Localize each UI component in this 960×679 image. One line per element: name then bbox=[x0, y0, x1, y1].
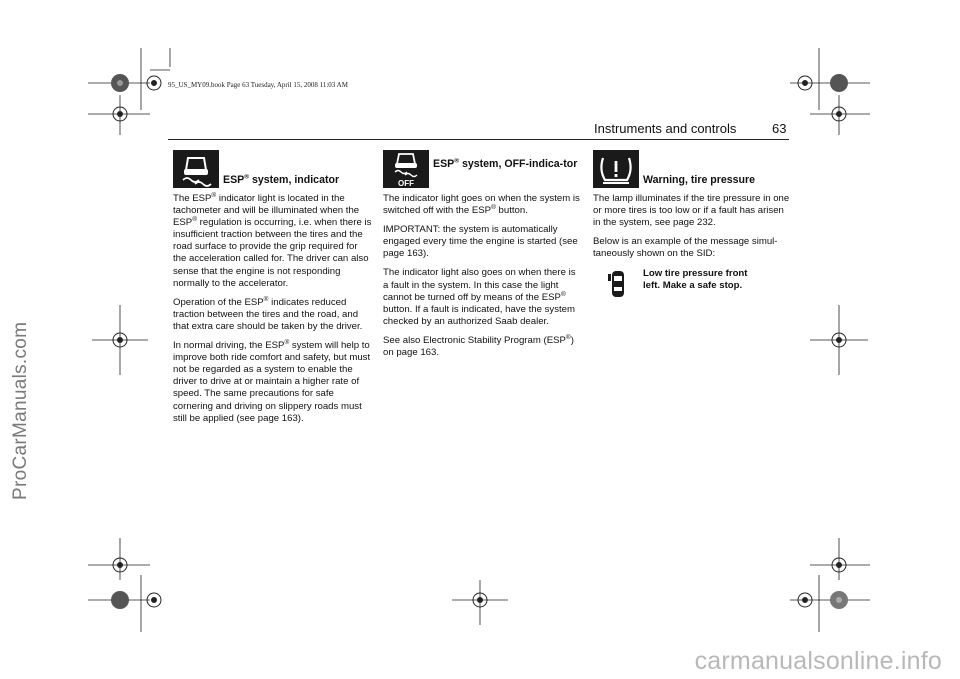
paragraph: In normal driving, the ESP® system will help to improve both ride comfort and safety, but must not be regarded as a system to enable the driver to drive at or maintain a higher rate of speed. The same precautions for safe cornering and driving on slippery roads must still be applied (see page 163). bbox=[173, 338, 371, 424]
svg-text:OFF: OFF bbox=[398, 179, 414, 188]
paragraph: The indicator light also goes on when there is a fault in the system. In this case the light cannot be turned off by means of the ESP® button. If a fault is indicated, have the system checked by an authorized Saab dealer. bbox=[383, 267, 576, 327]
watermark-side: ProCarManuals.com bbox=[10, 321, 31, 500]
section-title: Instruments and controls bbox=[594, 121, 737, 136]
watermark-bottom: carmanualsonline.info bbox=[694, 647, 942, 675]
sid-message-text: Low tire pressure front left. Make a safe stop. bbox=[643, 268, 748, 292]
paragraph: Below is an example of the message simul-taneously shown on the SID: bbox=[593, 236, 778, 260]
car-top-view-icon bbox=[608, 270, 628, 302]
column-esp-off-indicator bbox=[383, 150, 583, 366]
heading-esp-off-indicator: ESP® system, OFF-indica-tor bbox=[433, 157, 578, 170]
header-rule bbox=[168, 139, 789, 140]
sid-message bbox=[593, 268, 791, 308]
esp-off-icon bbox=[383, 150, 429, 188]
paragraph: See also Electronic Stability Program (ESP®) on page 163. bbox=[383, 333, 574, 359]
paragraph: The lamp illuminates if the tire pressure in one or more tires is too low or if a fault has arisen in the system, see page 232. bbox=[593, 193, 790, 229]
column-esp-indicator bbox=[173, 150, 373, 432]
page-number: 63 bbox=[772, 121, 787, 136]
paragraph: IMPORTANT: the system is automatically engaged every time the engine is started (see page 163). bbox=[383, 224, 578, 260]
column-tire-pressure bbox=[593, 150, 791, 308]
book-stamp: 95_US_MY09.book Page 63 Tuesday, April 15, 2008 11:03 AM bbox=[168, 81, 348, 89]
heading-tire-pressure: Warning, tire pressure bbox=[643, 174, 756, 186]
paragraph: Operation of the ESP® indicates reduced traction between the tires and the road, and that extra care should be taken by the driver. bbox=[173, 295, 363, 332]
tire-pressure-warning-icon bbox=[593, 150, 639, 188]
esp-skid-car-icon bbox=[173, 150, 219, 188]
paragraph: The ESP® indicator light is located in the tachometer and will be illuminated when the ESP® regulation is occurring, i.e. when there is insufficient traction between the tires and the road surface to provide the grip required for the acceleration called for. The driver can also sense that the engine is not responding normally to the accelerator. bbox=[173, 191, 372, 289]
heading-esp-indicator: ESP® system, indicator bbox=[223, 173, 340, 186]
paragraph: The indicator light goes on when the system is switched off with the ESP® button. bbox=[383, 193, 580, 217]
